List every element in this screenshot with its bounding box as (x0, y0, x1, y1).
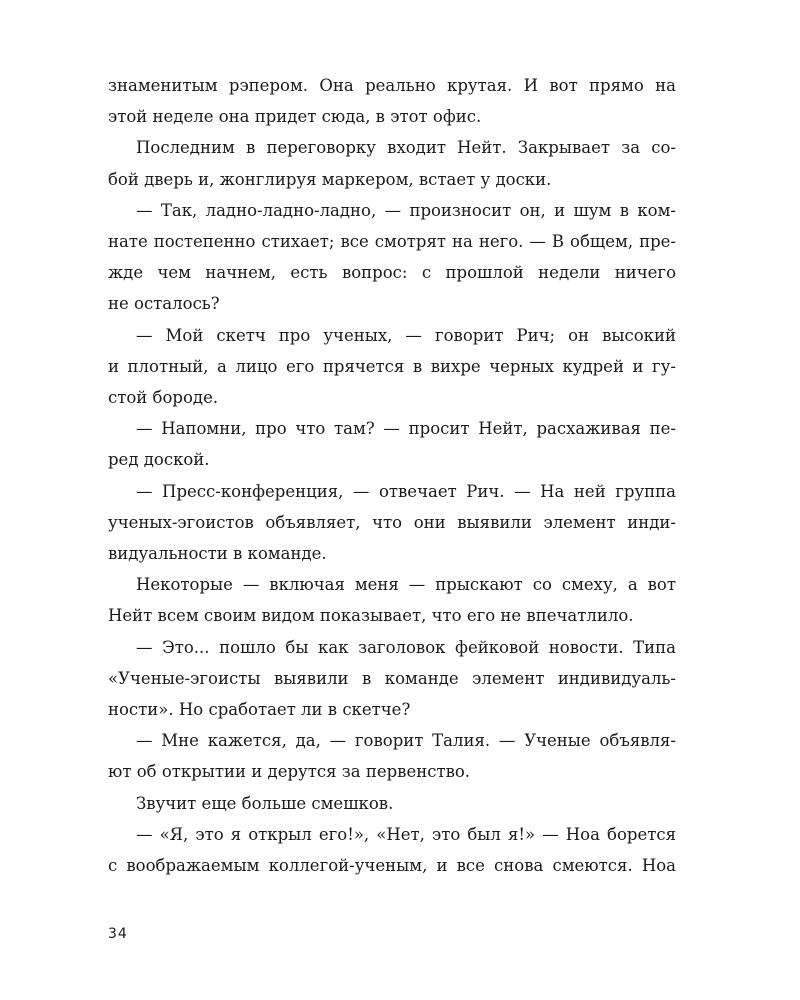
text-line: с воображаемым коллегой-ученым, и все снова смеются. Ноа (108, 856, 676, 876)
text-line: — Мой скетч про ученых, — говорит Рич; он высокий (136, 325, 676, 345)
text-line: — Пресс-конференция, — отвечает Рич. — На ней группа (136, 481, 676, 501)
text-line: — «Я, это я открыл его!», «Нет, это был я!» — Ноа борется (136, 824, 676, 844)
text-line: жде чем начнем, есть вопрос: с прошлой недели ничего (108, 263, 676, 283)
text-line: этой неделе она придет сюда, в этот офис. (108, 107, 482, 127)
text-line: ученых-эгоистов объявляет, что они выявили элемент инди- (108, 512, 676, 532)
text-line: — Напомни, про что там? — просит Нейт, расхаживая пе- (136, 419, 676, 439)
text-line: Нейт всем своим видом показывает, что его не впечатлило. (108, 606, 634, 626)
text-line: Последним в переговорку входит Нейт. Закрывает за со- (136, 138, 676, 158)
page-number: 34 (108, 926, 128, 942)
text-line: ют об открытии и дерутся за первенство. (108, 762, 471, 782)
text-line: Некоторые — включая меня — прыскают со смеху, а вот (136, 575, 676, 595)
text-line: — Мне кажется, да, — говорит Талия. — Ученые объявля- (136, 731, 676, 751)
text-line: Звучит еще больше смешков. (136, 793, 394, 813)
text-line: бой дверь и, жонглируя маркером, встает у доски. (108, 169, 552, 189)
body-text (108, 70, 676, 881)
text-line: и плотный, а лицо его прячется в вихре черных кудрей и гу- (108, 356, 676, 376)
text-line: ред доской. (108, 450, 210, 470)
text-line: не осталось? (108, 294, 220, 314)
text-line: стой бороде. (108, 388, 219, 408)
text-line: нате постепенно стихает; все смотрят на него. — В общем, пре- (108, 232, 676, 252)
text-line: ности». Но сработает ли в скетче? (108, 700, 411, 720)
text-line: — Это... пошло бы как заголовок фейковой новости. Типа (136, 637, 676, 657)
text-line: знаменитым рэпером. Она реально крутая. И вот прямо на (108, 76, 676, 95)
text-line: «Ученые-эгоисты выявили в команде элемент индивидуаль- (108, 668, 676, 688)
text-line: видуальности в команде. (108, 544, 327, 564)
text-line: — Так, ладно-ладно-ладно, — произносит он, и шум в ком- (136, 200, 676, 220)
